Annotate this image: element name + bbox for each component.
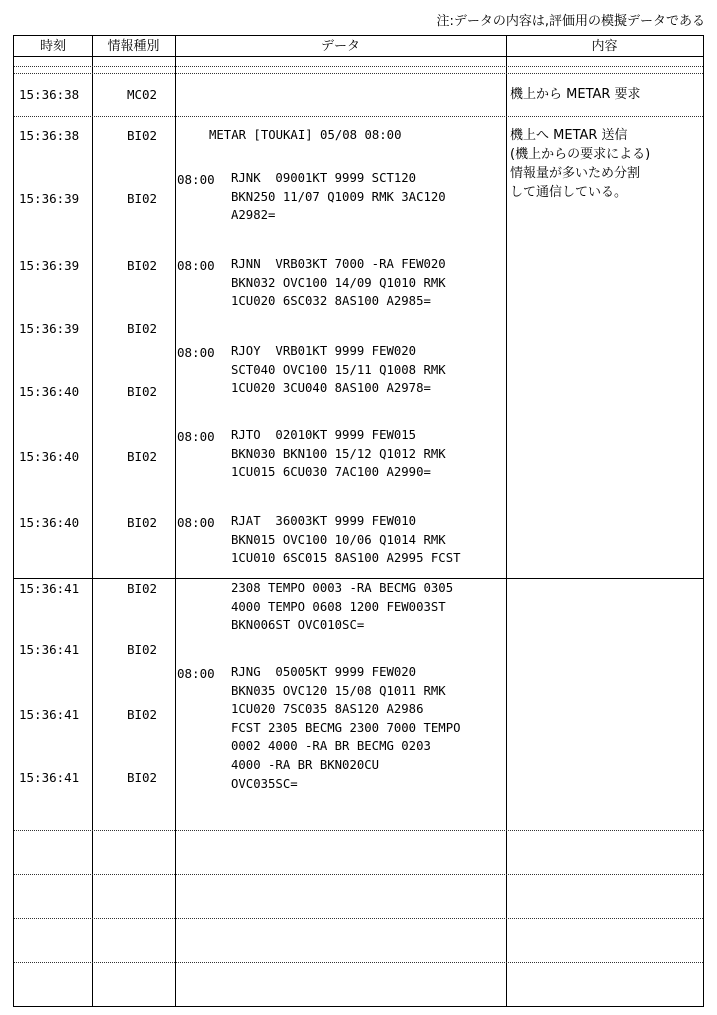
row-type: BI02 bbox=[126, 128, 158, 143]
row-type: BI02 bbox=[126, 258, 158, 273]
row-time: 15:36:40 bbox=[19, 449, 80, 464]
content-mc02: 機上から METAR 要求 bbox=[510, 87, 641, 102]
row-type: MC02 bbox=[126, 87, 158, 102]
row-time: 15:36:39 bbox=[19, 321, 80, 336]
obs-time: 08:00 bbox=[177, 666, 215, 681]
row-type: BI02 bbox=[126, 449, 158, 464]
row-time: 15:36:39 bbox=[19, 258, 80, 273]
metar-rjat-continued: 2308 TEMPO 0003 -RA BECMG 0305 4000 TEMPO 0608 1200 FEW003ST BKN006ST OVC010SC= bbox=[231, 581, 454, 633]
row-separator bbox=[14, 918, 703, 919]
content-bi02: 機上へ METAR 送信 (機上からの要求による) 情報量が多いため分割 して通信している。 bbox=[510, 128, 651, 200]
row-time: 15:36:41 bbox=[19, 642, 80, 657]
row-time: 15:36:40 bbox=[19, 384, 80, 399]
row-separator bbox=[14, 73, 703, 74]
column-divider bbox=[506, 36, 507, 1006]
disclaimer-note: 注:データの内容は,評価用の模擬データである bbox=[436, 14, 705, 29]
header-rule bbox=[14, 56, 703, 57]
row-separator bbox=[14, 830, 703, 831]
metar-rjng: RJNG 05005KT 9999 FEW020 BKN035 OVC120 15/08 Q1011 RMK 1CU020 7SC035 8AS120 A2986 FCST 2305 BECMG 2300 7000 TEMPO 0002 4000 -RA BR BECMG 0203 4000 -RA BR BKN020CU OVC035SC= bbox=[231, 665, 461, 791]
row-type: BI02 bbox=[126, 581, 158, 596]
row-time: 15:36:38 bbox=[19, 87, 80, 102]
row-type: BI02 bbox=[126, 515, 158, 530]
row-time: 15:36:39 bbox=[19, 191, 80, 206]
row-time: 15:36:41 bbox=[19, 707, 80, 722]
obs-time: 08:00 bbox=[177, 258, 215, 273]
metar-rjoy: RJOY VRB01KT 9999 FEW020 SCT040 OVC100 15/11 Q1008 RMK 1CU020 3CU040 8AS100 A2978= bbox=[231, 344, 446, 396]
row-type: BI02 bbox=[126, 384, 158, 399]
row-separator bbox=[14, 962, 703, 963]
obs-time: 08:00 bbox=[177, 515, 215, 530]
obs-time: 08:00 bbox=[177, 172, 215, 187]
log-table bbox=[13, 35, 704, 1007]
row-time: 15:36:41 bbox=[19, 581, 80, 596]
header-data: データ bbox=[320, 39, 360, 54]
row-time: 15:36:41 bbox=[19, 770, 80, 785]
row-time: 15:36:40 bbox=[19, 515, 80, 530]
metar-rjnk: RJNK 09001KT 9999 SCT120 BKN250 11/07 Q1009 RMK 3AC120 A2982= bbox=[231, 171, 446, 223]
row-time: 15:36:38 bbox=[19, 128, 80, 143]
row-separator bbox=[14, 66, 703, 67]
row-separator bbox=[14, 874, 703, 875]
metar-rjto: RJTO 02010KT 9999 FEW015 BKN030 BKN100 15/12 Q1012 RMK 1CU015 6CU030 7AC100 A2990= bbox=[231, 428, 446, 480]
row-type: BI02 bbox=[126, 191, 158, 206]
metar-header: METAR [TOUKAI] 05/08 08:00 bbox=[209, 128, 402, 142]
row-separator bbox=[14, 116, 703, 117]
header-info-type: 情報種別 bbox=[107, 39, 160, 54]
obs-time: 08:00 bbox=[177, 429, 215, 444]
column-divider bbox=[92, 36, 93, 1006]
metar-rjnn: RJNN VRB03KT 7000 -RA FEW020 BKN032 OVC100 14/09 Q1010 RMK 1CU020 6SC032 8AS100 A2985= bbox=[231, 257, 446, 309]
row-type: BI02 bbox=[126, 707, 158, 722]
row-type: BI02 bbox=[126, 770, 158, 785]
row-type: BI02 bbox=[126, 642, 158, 657]
obs-time: 08:00 bbox=[177, 345, 215, 360]
row-type: BI02 bbox=[126, 321, 158, 336]
header-content: 内容 bbox=[591, 39, 618, 54]
header-time: 時刻 bbox=[39, 39, 66, 54]
metar-rjat: RJAT 36003KT 9999 FEW010 BKN015 OVC100 10/06 Q1014 RMK 1CU010 6SC015 8AS100 A2995 FCST bbox=[231, 514, 461, 566]
